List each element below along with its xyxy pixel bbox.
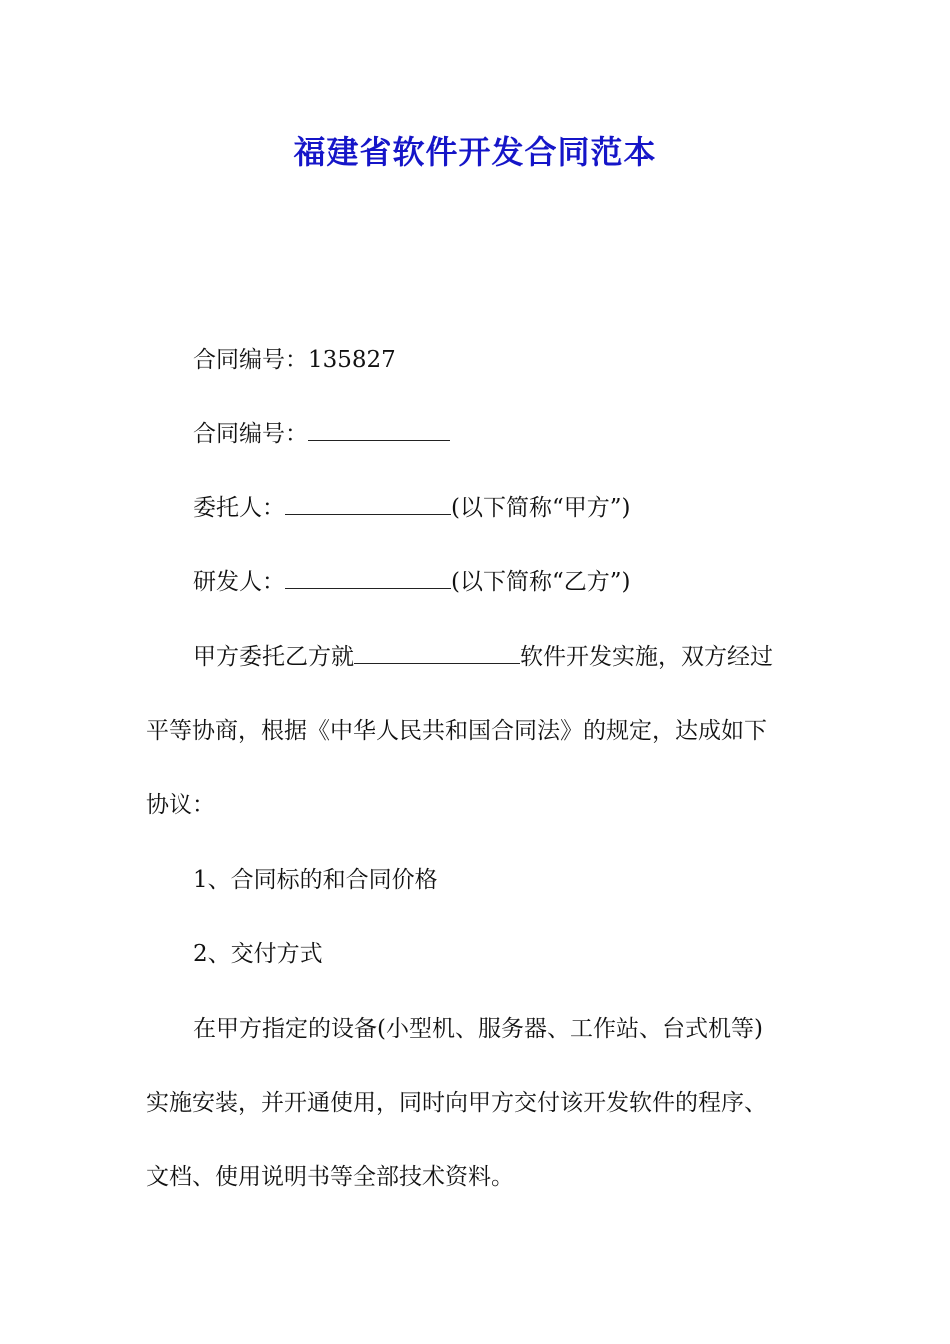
client-line: [193, 491, 863, 525]
document-title: 福建省软件开发合同范本: [293, 133, 657, 171]
contract-number-label: 合同编号：: [193, 347, 308, 373]
intro-suffix: 软件开发实施，双方经过: [520, 644, 773, 670]
delivery-line-1: 在甲方指定的设备(小型机、服务器、工作站、台式机等): [193, 1016, 763, 1042]
client-label: 委托人：: [193, 495, 285, 521]
delivery-line-2: 实施安装，并开通使用，同时向甲方交付该开发软件的程序、: [146, 1090, 767, 1116]
intro-prefix: 甲方委托乙方就: [193, 644, 354, 670]
developer-label: 研发人：: [193, 569, 285, 595]
intro-line-1: [193, 640, 863, 674]
intro-line-2: 平等协商，根据《中华人民共和国合同法》的规定，达成如下: [146, 718, 767, 744]
section-item-1: 1、合同标的和合同价格: [193, 867, 438, 893]
contract-number-blank-line: [193, 417, 863, 451]
client-blank: [285, 492, 451, 515]
contract-number-value: 135827: [308, 347, 396, 373]
client-suffix: (以下简称“甲方”): [451, 495, 631, 521]
contract-number-line: [193, 343, 863, 377]
contract-number-label-2: 合同编号：: [193, 421, 308, 447]
developer-blank: [285, 566, 451, 589]
delivery-line-3: 文档、使用说明书等全部技术资料。: [146, 1164, 514, 1190]
contract-number-blank: [308, 418, 450, 441]
intro-line-3: 协议：: [146, 792, 215, 818]
software-name-blank: [354, 641, 520, 664]
developer-line: [193, 565, 863, 599]
developer-suffix: (以下简称“乙方”): [451, 569, 631, 595]
section-item-2: 2、交付方式: [193, 941, 323, 967]
